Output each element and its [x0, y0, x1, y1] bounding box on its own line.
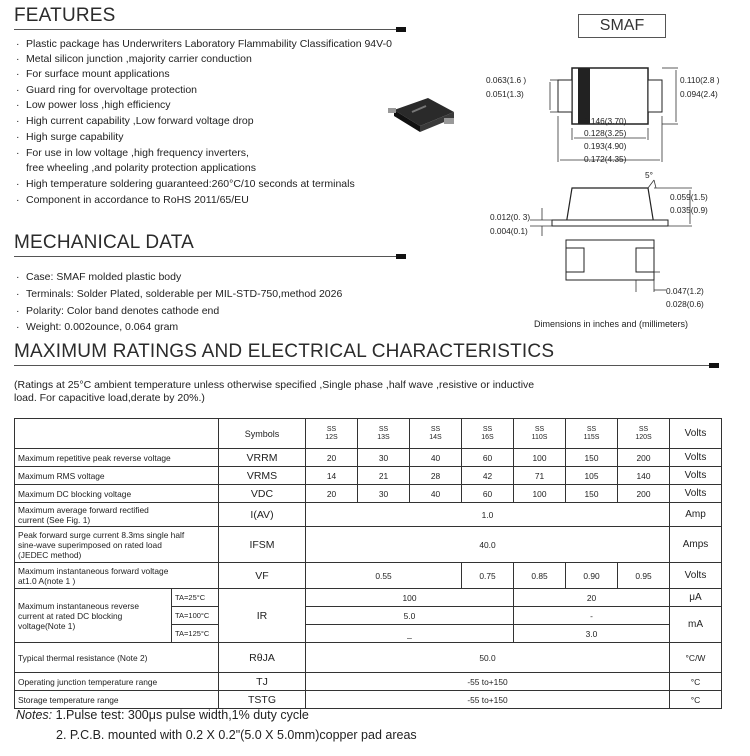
feature-item: · Plastic package has Underwriters Laboratory Flammability Classification 94V-0	[16, 38, 392, 50]
dim-d1a: 0.063(1.6 )	[486, 75, 527, 85]
features-rule	[14, 29, 406, 30]
symbol-cell: TJ	[219, 673, 306, 691]
feature-item: · Guard ring for overvoltage protection	[16, 84, 198, 96]
part-header: SS 12S	[306, 419, 358, 449]
table-row: Operating junction temperature range TJ -55 to+150 °C	[15, 673, 722, 691]
feature-item: · Metal silicon junction ,majority carrier conduction	[16, 53, 252, 65]
symbol-cell: TSTG	[219, 691, 306, 709]
notes-line2: 2. P.C.B. mounted with 0.2 X 0.2"(5.0 X 5.0mm)copper pad areas	[56, 728, 417, 742]
table-row: Maximum instantaneous reverse current at rated DC blocking voltage(Note 1) TA=25°C IR 100 20 μA	[15, 589, 722, 607]
ratings-title: MAXIMUM RATINGS AND ELECTRICAL CHARACTERISTICS	[14, 341, 555, 362]
part-header: SS 13S	[358, 419, 410, 449]
table-header-row	[15, 419, 722, 449]
table-row: Maximum RMS voltage VRMS 14 21 28 42 71 105 140 Volts	[15, 467, 722, 485]
ratings-table	[14, 418, 722, 709]
symbol-cell: I(AV)	[219, 503, 306, 527]
symbol-cell: VF	[219, 563, 306, 589]
part-header: SS 16S	[462, 419, 514, 449]
dim-d6a: 0.059(1.5)	[670, 192, 708, 202]
feature-item: free wheeling ,and polarity protection applications	[26, 162, 256, 174]
dim-d6b: 0.035(0.9)	[670, 205, 708, 215]
symbol-cell: IFSM	[219, 527, 306, 563]
ratings-rule-end	[709, 363, 719, 368]
feature-item: · Low power loss ,high efficiency	[16, 99, 171, 111]
table-row: Storage temperature range TSTG -55 to+150 °C	[15, 691, 722, 709]
dim-d4a: 0.193(4.90)	[584, 141, 627, 151]
dim-d5: 5°	[645, 170, 653, 180]
symbol-cell: VDC	[219, 485, 306, 503]
mechanical-item: · Polarity: Color band denotes cathode end	[16, 305, 220, 317]
table-row: TA=100°C 5.0 - mA	[15, 607, 722, 625]
features-title: FEATURES	[14, 5, 116, 26]
ratings-rule	[14, 365, 719, 366]
mechanical-title: MECHANICAL DATA	[14, 232, 195, 253]
table-row: Maximum instantaneous forward voltage at1.0 A(note 1 ) VF 0.55 0.75 0.85 0.90 0.95 Volts	[15, 563, 722, 589]
dim-d2a: 0.110(2.8 )	[680, 75, 720, 85]
mechanical-item: · Case: SMAF molded plastic body	[16, 271, 182, 283]
feature-item: · For surface mount applications	[16, 68, 170, 80]
dim-d7a: 0.012(0. 3)	[490, 212, 531, 222]
part-header: SS 110S	[514, 419, 566, 449]
ratings-note: (Ratings at 25°C ambient temperature unless otherwise specified ,Single phase ,half wave ,resistive or inductive load. For capacitive load,derate by 20%.)	[14, 379, 535, 404]
dim-d1b: 0.051(1.3)	[486, 89, 524, 99]
package-name-box: SMAF	[578, 14, 666, 38]
mechanical-item: · Terminals: Solder Plated, solderable per MIL-STD-750,method 2026	[16, 288, 343, 300]
feature-item: · For use in low voltage ,high frequency inverters,	[16, 147, 249, 159]
dim-d8b: 0.028(0.6)	[666, 299, 704, 309]
table-row: Typical thermal resistance (Note 2) RθJA 50.0 °C/W	[15, 643, 722, 673]
table-row: Maximum DC blocking voltage VDC 20 30 40 60 100 150 200 Volts	[15, 485, 722, 503]
units-header: Volts	[670, 419, 722, 449]
dim-d7b: 0.004(0.1)	[490, 226, 528, 236]
dim-d2b: 0.094(2.4)	[680, 89, 718, 99]
symbol-cell: IR	[219, 589, 306, 643]
dim-d3b: 0.128(3.25)	[584, 128, 627, 138]
dim-d8a: 0.047(1.2)	[666, 286, 704, 296]
features-rule-end	[396, 27, 406, 32]
part-header: SS 115S	[566, 419, 618, 449]
notes-line1: Notes: 1.Pulse test: 300μs pulse width,1% duty cycle	[16, 708, 309, 722]
mechanical-rule-end	[396, 254, 406, 259]
dim-d4b: 0.172(4.35)	[584, 154, 627, 164]
feature-item: · High current capability ,Low forward voltage drop	[16, 115, 254, 127]
table-row: TA=125°C _ 3.0	[15, 625, 722, 643]
package-photo	[388, 92, 460, 134]
dim-d3a: 0.146(3.70)	[584, 116, 627, 126]
symbols-header: Symbols	[219, 419, 306, 449]
feature-item: · Component in accordance to RoHS 2011/65/EU	[16, 194, 249, 206]
symbol-cell: VRRM	[219, 449, 306, 467]
mechanical-item: · Weight: 0.002ounce, 0.064 gram	[16, 321, 179, 333]
table-row: Maximum average forward rectified current (See Fig. 1) I(AV) 1.0 Amp	[15, 503, 722, 527]
table-row: Maximum repetitive peak reverse voltage VRRM 20 30 40 60 100 150 200 Volts	[15, 449, 722, 467]
notes-label: Notes:	[16, 708, 53, 722]
table-row: Peak forward surge current 8.3ms single half sine-wave superimposed on rated load (JEDEC method) IFSM 40.0 Amps	[15, 527, 722, 563]
dimensions-caption: Dimensions in inches and (millimeters)	[534, 319, 689, 329]
feature-item: · High temperature soldering guaranteed:260°C/10 seconds at terminals	[16, 178, 355, 190]
mechanical-rule	[14, 256, 406, 257]
part-header: SS 120S	[618, 419, 670, 449]
feature-item: · High surge capability	[16, 131, 124, 143]
part-header: SS 14S	[410, 419, 462, 449]
symbol-cell: RθJA	[219, 643, 306, 673]
symbol-cell: VRMS	[219, 467, 306, 485]
